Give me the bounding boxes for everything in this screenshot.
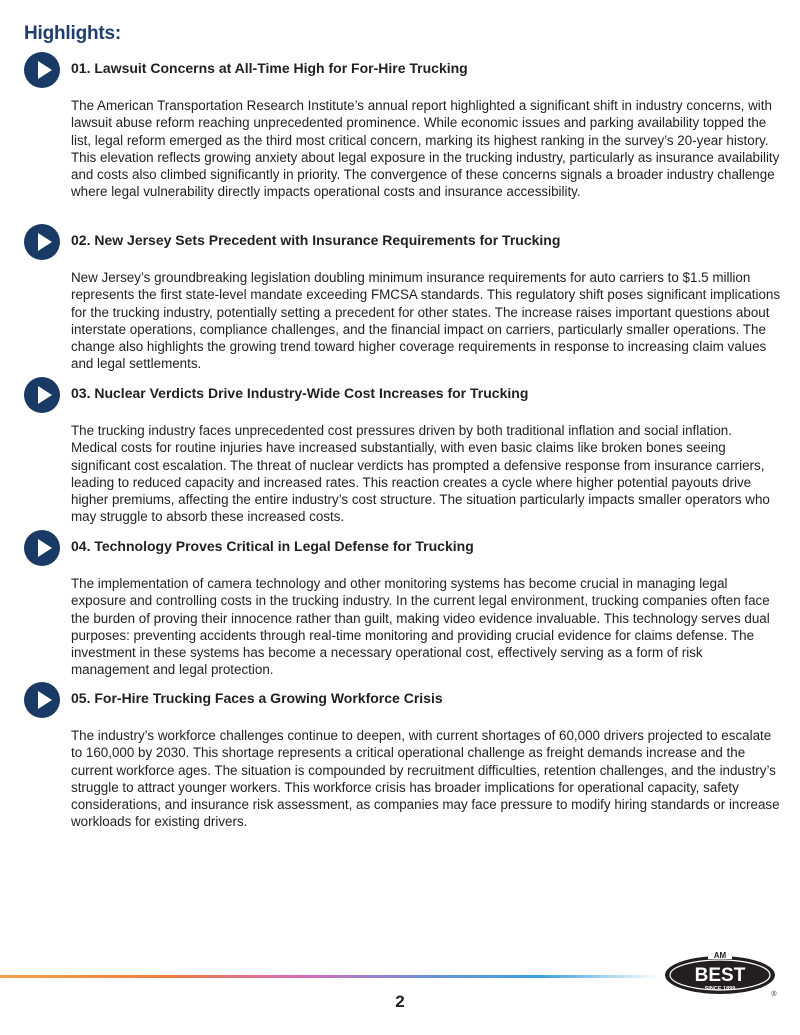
am-best-logo <box>664 946 780 998</box>
play-circle-icon <box>24 530 60 566</box>
logo-text-top: AM <box>713 951 727 960</box>
logo-text-main: BEST <box>694 965 746 986</box>
play-circle-icon <box>24 682 60 718</box>
logo-text-bottom: SINCE 1899 <box>704 986 736 992</box>
play-circle-icon <box>24 377 60 413</box>
highlight-title: 05. For-Hire Trucking Faces a Growing Workforce Crisis <box>71 690 443 706</box>
highlight-title: 04. Technology Proves Critical in Legal Defense for Trucking <box>71 538 474 554</box>
highlight-body: The American Transportation Research Institute’s annual report highlighted a significant shift in industry concerns, with lawsuit abuse reform reaching unprecedented prominence. While economic issues and parking availability topped the list, legal reform emerged as the third most critical concern, marking its highest ranking in the survey’s 20-year history. This elevation reflects growing anxiety about legal exposure in the trucking industry, particularly as insurance availability and costs also climbed significantly in priority. The convergence of these concerns signals a broader industry challenge where legal vulnerability directly impacts operational costs and insurance accessibility. <box>71 98 780 200</box>
highlight-body: The industry’s workforce challenges continue to deepen, with current shortages of 60,000 drivers projected to escalate to 160,000 by 2030. This shortage represents a critical operational challenge as freight demands increase and the current workforce ages. The situation is compounded by recruitment difficulties, retention challenges, and the industry’s struggle to attract younger workers. This workforce crisis has broader implications for operational capacity, safety considerations, and insurance risk assessment, as companies may face pressure to modify hiring standards or increase workloads for existing drivers. <box>71 728 780 830</box>
highlight-body: New Jersey’s groundbreaking legislation doubling minimum insurance requirements for auto carriers to $1.5 million represents the first state-level mandate exceeding FMCSA standards. This regulatory shift poses significant implications for the trucking industry, potentially setting a precedent for other states. The increase raises important questions about interstate operations, compliance challenges, and the financial impact on carriers, particularly smaller operations. The change also highlights the growing trend toward higher coverage requirements in response to increasing claim values and legal settlements. <box>71 270 781 372</box>
footer-divider <box>0 975 660 978</box>
highlight-body: The trucking industry faces unprecedented cost pressures driven by both traditional inflation and social inflation. Medical costs for routine injuries have increased substantially, with even basic claims like broken bones seeing significant cost escalation. The threat of nuclear verdicts has prompted a defensive response from insurance carriers, leading to reduced capacity and increased rates. This reaction creates a cycle where higher potential payouts drive higher premiums, affecting the entire industry’s cost structure. The situation particularly impacts smaller operators who may struggle to absorb these increased costs. <box>71 423 770 525</box>
highlight-title: 03. Nuclear Verdicts Drive Industry-Wide Cost Increases for Trucking <box>71 385 529 401</box>
play-circle-icon <box>24 52 60 88</box>
page-number: 2 <box>395 992 405 1011</box>
play-circle-icon <box>24 224 60 260</box>
highlight-title: 02. New Jersey Sets Precedent with Insurance Requirements for Trucking <box>71 232 561 248</box>
highlight-title: 01. Lawsuit Concerns at All-Time High for For-Hire Trucking <box>71 60 468 76</box>
highlight-body: The implementation of camera technology and other monitoring systems has become crucial in managing legal exposure and controlling costs in the trucking industry. In the current legal environment, trucking companies often face the burden of proving their innocence rather than guilt, making video evidence invaluable. This technology serves dual purposes: preventing accidents through real-time monitoring and providing crucial evidence for claims defense. The investment in these systems has become a necessary operational cost, effectively serving as a form of risk management and legal protection. <box>71 576 770 678</box>
registered-mark: ® <box>771 991 777 998</box>
page-heading: Highlights: <box>24 23 122 44</box>
